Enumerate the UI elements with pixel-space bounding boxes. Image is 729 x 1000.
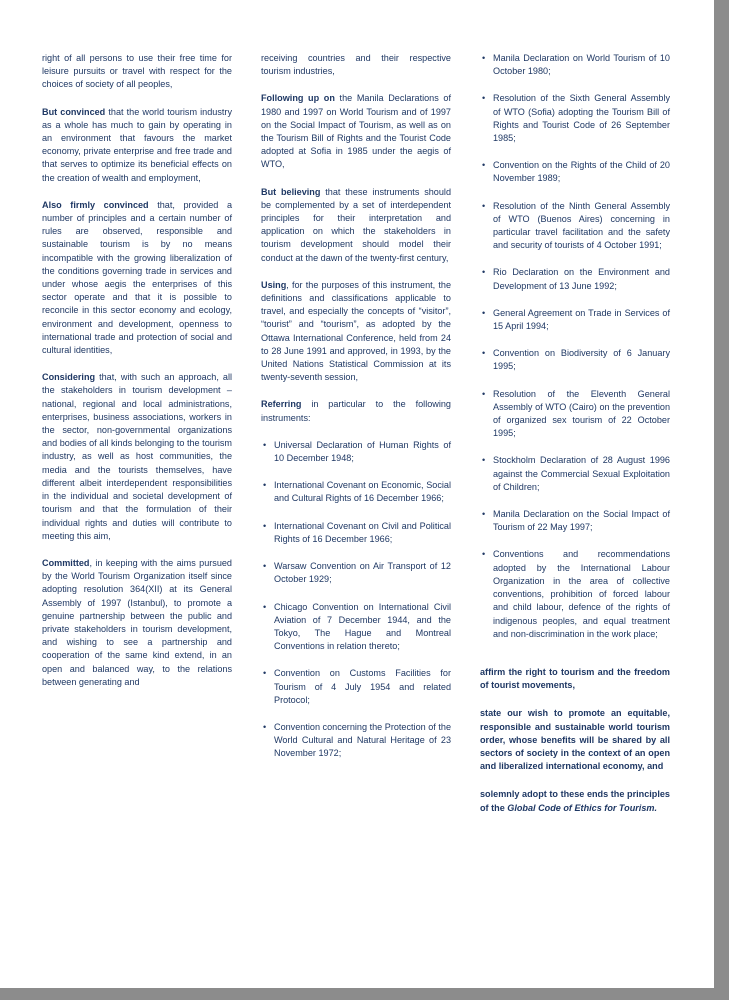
paragraph-lead: Committed <box>42 557 90 568</box>
paragraph-text: , for the purposes of this instrument, the definitions and classifications applicable to travel, and especially the concepts of “visitor”, “tourist” and “tourism”, as adopted by the Ottawa International Conference, held from 24 to 28 June 1991 and approved, in 1993, by the United Nations Statistical Commission at its twenty-seventh session, <box>261 279 451 383</box>
paragraph <box>42 557 232 689</box>
column-1 <box>42 52 232 703</box>
paragraph-text: receiving countries and their respective tourism industries, <box>261 53 451 77</box>
list-item: • General Agreement on Trade in Services of 15 April 1994; <box>480 307 670 333</box>
paragraph-lead: Following up on <box>261 93 335 104</box>
list-item: • Conventions and recommendations adopted by the International Labour Organization in the area of collective conventions, prohibition of forced labour and child labour, defence of the rights of indigenous peoples, and equal treatment and non-discrimination in the work place; <box>480 548 670 640</box>
closing-text: affirm the right to tourism and the freedom of tourist movements, <box>480 666 670 691</box>
list-item: • Convention on the Rights of the Child of 20 November 1989; <box>480 159 670 185</box>
paragraph <box>42 199 232 357</box>
column-2 <box>261 52 451 775</box>
paragraph-lead: Using <box>261 279 287 290</box>
paragraph <box>261 186 451 265</box>
paragraph <box>42 106 232 185</box>
list-item: • International Covenant on Civil and Political Rights of 16 December 1966; <box>261 520 451 546</box>
list-item: • Rio Declaration on the Environment and Development of 13 June 1992; <box>480 266 670 292</box>
list-item: • Chicago Convention on International Civil Aviation of 7 December 1944, and the Tokyo, The Hague and Montreal Conventions in relation thereto; <box>261 601 451 654</box>
column-3 <box>480 52 670 830</box>
paragraph-lead: But believing <box>261 186 321 197</box>
three-column-layout <box>42 52 670 830</box>
list-item: • Manila Declaration on the Social Impact of Tourism of 22 May 1997; <box>480 508 670 534</box>
list-item: • Resolution of the Eleventh General Assembly of WTO (Cairo) on the prevention of organized sex tourism of 22 October 1995; <box>480 388 670 441</box>
paragraph-lead: Referring <box>261 399 302 410</box>
instrument-list-continued <box>480 52 670 641</box>
list-item: • Resolution of the Sixth General Assembly of WTO (Sofia) adopting the Tourism Bill of Rights and Tourist Code of 26 September 1985; <box>480 92 670 145</box>
list-item: • Convention on Biodiversity of 6 January 1995; <box>480 347 670 373</box>
list-item: • Convention concerning the Protection of the World Cultural and Natural Heritage of 23 November 1972; <box>261 721 451 761</box>
list-item: • Warsaw Convention on Air Transport of 12 October 1929; <box>261 560 451 586</box>
list-item: • Manila Declaration on World Tourism of 10 October 1980; <box>480 52 670 78</box>
list-item: • Universal Declaration of Human Rights of 10 December 1948; <box>261 439 451 465</box>
closing-title-italic: Global Code of Ethics for Tourism. <box>507 802 657 813</box>
closing-paragraph <box>480 788 670 814</box>
paragraph <box>42 52 232 92</box>
paragraph <box>42 371 232 543</box>
list-item: • Convention on Customs Facilities for Tourism of 4 July 1954 and related Protocol; <box>261 667 451 707</box>
paragraph <box>261 92 451 171</box>
closing-statements <box>480 666 670 815</box>
page-content <box>42 52 670 942</box>
paragraph <box>261 279 451 385</box>
closing-paragraph <box>480 666 670 692</box>
closing-paragraph <box>480 707 670 773</box>
paragraph-lead: Also firmly convinced <box>42 199 149 210</box>
paragraph <box>261 52 451 78</box>
paragraph-text: right of all persons to use their free time for leisure pursuits or travel with respect for the choices of society of all peoples, <box>42 53 232 90</box>
paragraph-lead: But convinced <box>42 106 106 117</box>
paragraph-text: , in keeping with the aims pursued by the World Tourism Organization itself since adopting resolution 364(XII) at its General Assembly of 1997 (Istanbul), to promote a genuine partnership between the public and private stakeholders in tourism development, and wishing to see a partnership and cooperation of the same kind extend, in an open and balanced way, to the relations between generating and <box>42 557 232 687</box>
paragraph-text: that these instruments should be complemented by a set of interdependent principles for their interpretation and application on which the stakeholders in tourism development should model their conduct at the dawn of the twenty-first century, <box>261 186 452 263</box>
closing-text: solemnly adopt to these ends the principles of the <box>480 789 670 813</box>
paragraph <box>261 398 451 424</box>
paragraph-text: that the world tourism industry as a whole has much to gain by operating in an environment that favours the market economy, private enterprise and free trade and that serves to optimize its beneficial effects on the creation of wealth and employment, <box>42 106 233 183</box>
list-item: • Stockholm Declaration of 28 August 1996 against the Commercial Sexual Exploitation of Children; <box>480 454 670 494</box>
paragraph-lead: Considering <box>42 372 96 383</box>
paragraph-text: that, provided a number of principles and a certain number of rules are observed, responsible and sustainable tourism is by no means incompatible with the growing liberalization of the conditions governing trade in services and under whose aegis the enterprises of this sector operate and that it is possible to reconcile in this sector economy and ecology, environment and development, openness to international trade and protection of social and cultural identities, <box>42 199 233 356</box>
paragraph-text: that, with such an approach, all the stakeholders in tourism development – national, regional and local administrations, enterprises, business associations, workers in the sector, non-governmental organizations and bodies of all kinds belonging to the tourism industry, as well as host communities, the media and the tourists themselves, have different albeit interdependent responsibilities in the individual and societal development of tourism and that the formulation of their individual rights and duties will contribute to meeting this aim, <box>42 372 232 541</box>
section-spacer <box>480 655 670 666</box>
instrument-list <box>261 439 451 761</box>
list-item: • Resolution of the Ninth General Assembly of WTO (Buenos Aires) concerning in particular travel facilitation and the safety and security of tourists of 4 October 1991; <box>480 200 670 253</box>
paragraph-text: in particular to the following instruments: <box>261 399 451 423</box>
list-item: • International Covenant on Economic, Social and Cultural Rights of 16 December 1966; <box>261 479 451 505</box>
closing-text: state our wish to promote an equitable, responsible and sustainable world tourism order, whose benefits will be shared by all sectors of society in the context of an open and liberalized international economy, and <box>480 708 670 772</box>
paragraph-text: the Manila Declarations of 1980 and 1997 on World Tourism and of 1997 on the Social Impact of Tourism, as well as on the Tourism Bill of Rights and the Tourist Code adopted at Sofia in 1985 under the aegis of WTO, <box>261 93 452 170</box>
